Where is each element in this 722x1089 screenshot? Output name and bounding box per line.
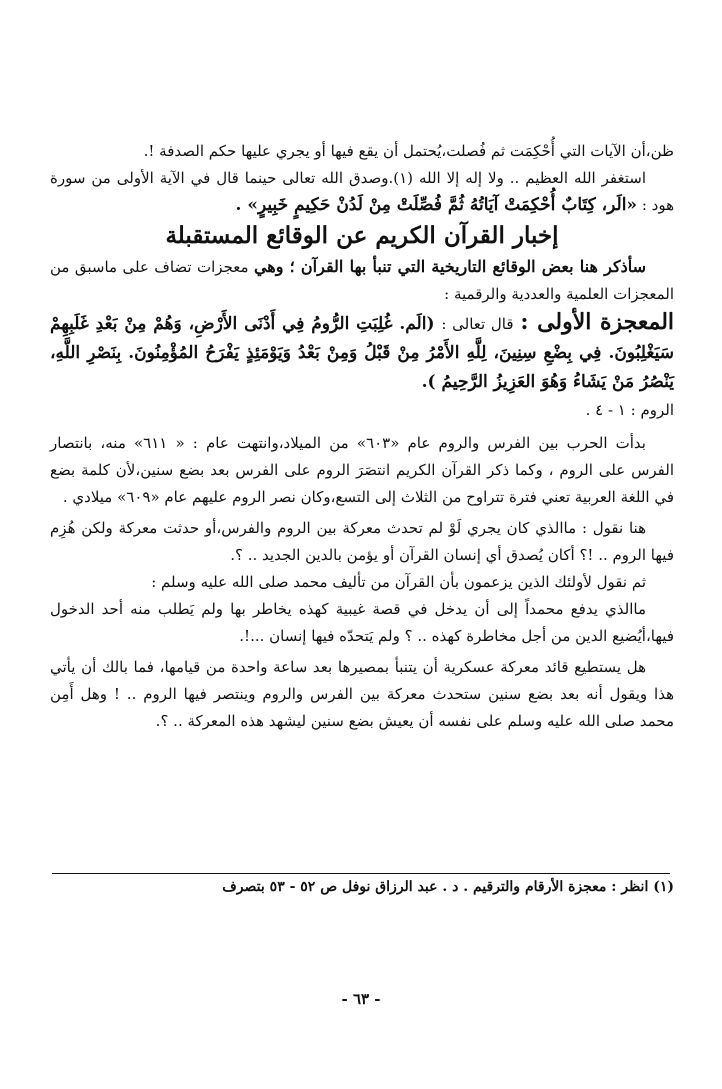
paragraph-8: هل يستطيع قائد معركة عسكرية أن يتنبأ بمصيرها بعد ساعة واحدة من قيامها، فما بالك أن يأتي هذا ويقول أنه بعد بضع سنين ستحدث معركة بين الفرس والروم وينتصر فيها الروم .. ! وهل أَمِن محمد صلى الله عليه وسلم على نفسه أن يعيش بضع سنين ليشهد هذه المعركة .. ؟. bbox=[50, 658, 674, 730]
paragraph-3-bold: سأذكر هنا بعض الوقائع التاريخية التي تنبأ بها القرآن ؛ وهي bbox=[253, 257, 646, 276]
paragraph-1: ظن،أن الآيات التي أُحْكِمَت ثم فُصلت،يُحتمل أن يقع فيها أو يجري عليها حكم الصدفة !. bbox=[143, 142, 674, 160]
miracle-label: المعجزة الأولى : bbox=[520, 309, 675, 335]
paragraph-2-text: استغفر الله العظيم .. ولا إله إلا الله (١).وصدق الله تعالى حينما قال في الآية الأولى من سورة هود : bbox=[50, 169, 674, 214]
verse-rum: (الَم. غُلِبَتِ الرُّومُ فِي أَدْنَى الأَرْضِ، وَهُمْ مِنْ بَعْدِ غَلَبِهِمْ سَيَغْلِبُونَ. فِي بِضْعِ سِنِينَ، لِلَّهِ الأَمْرُ مِنْ قَبْلُ وَمِنْ بَعْدُ وَيَوْمَئِذٍ يَفْرَحُ المُؤْمِنُونَ. بِنَصْرِ اللَّهِ، يَنْصُرُ مَنْ يَشَاءُ وَهُوَ العَزِيزُ الرَّحِيمُ ). bbox=[50, 314, 674, 392]
verse-reference: الروم : ١ - ٤ . bbox=[585, 401, 674, 419]
paragraph-5: هنا نقول : ماالذي كان يجري لَوْ لم تحدث معركة بين الروم والفرس،أو حدثت معركة ولكن هُزِم فيها الروم .. !؟ أكان يُصدق أي إنسان القرآن أو يؤمن بالدين الجديد .. ؟. bbox=[50, 519, 674, 564]
page-body bbox=[50, 138, 674, 735]
paragraph-3 bbox=[50, 253, 674, 308]
paragraph-3-rest: معجزات تضاف على ماسبق من المعجزات العلمية والعددية والرقمية : bbox=[50, 258, 674, 303]
miracle-intro: قال تعالى : bbox=[441, 315, 514, 333]
page-number: - ٦٣ - bbox=[341, 990, 381, 1008]
paragraph-7: ماالذي يدفع محمداً إلى أن يدخل في قصة غيبية كهذه يخاطر بها ولم يَطلب منه أحد الدخول فيها،أيُضيع الدين من أجل مخاطرة كهذه .. ؟ ولم يَتحدّه فيها إنسان ...!. bbox=[50, 600, 674, 645]
section-heading: إخبار القرآن الكريم عن الوقائع المستقبلة bbox=[165, 222, 559, 249]
footnote: (١) انظر : معجزة الأرقام والترقيم . د . عبد الرزاق نوفل ص ٥٢ - ٥٣ بتصرف bbox=[222, 879, 674, 895]
paragraph-6: ثم نقول لأولئك الذين يزعمون بأن القرآن من تأليف محمد صلى الله عليه وسلم : bbox=[151, 573, 646, 591]
verse-hud: «الَر، كِتَابٌ أُحْكِمَتْ آيَاتُهُ ثُمَّ فُصِّلَتْ مِنْ لَدُنْ حَكِيمٍ خَبِيرٍ» . bbox=[235, 195, 638, 215]
miracle-one bbox=[50, 308, 674, 397]
paragraph-4: بدأت الحرب بين الفرس والروم عام «٦٠٣» من الميلاد،وانتهت عام : « ٦١١» منه، بانتصار الفرس على الروم ، وكما ذكر القرآن الكريم انتصَرَ الروم على الفرس بعد بضع سنين،لأن كلمة بضع في اللغة العربية تعني فترة تتراوح من الثلاث إلى التسع،وكان نصر الروم عليهم عام «٦٠٩» ميلادي . bbox=[50, 434, 674, 506]
paragraph-2 bbox=[50, 165, 674, 219]
